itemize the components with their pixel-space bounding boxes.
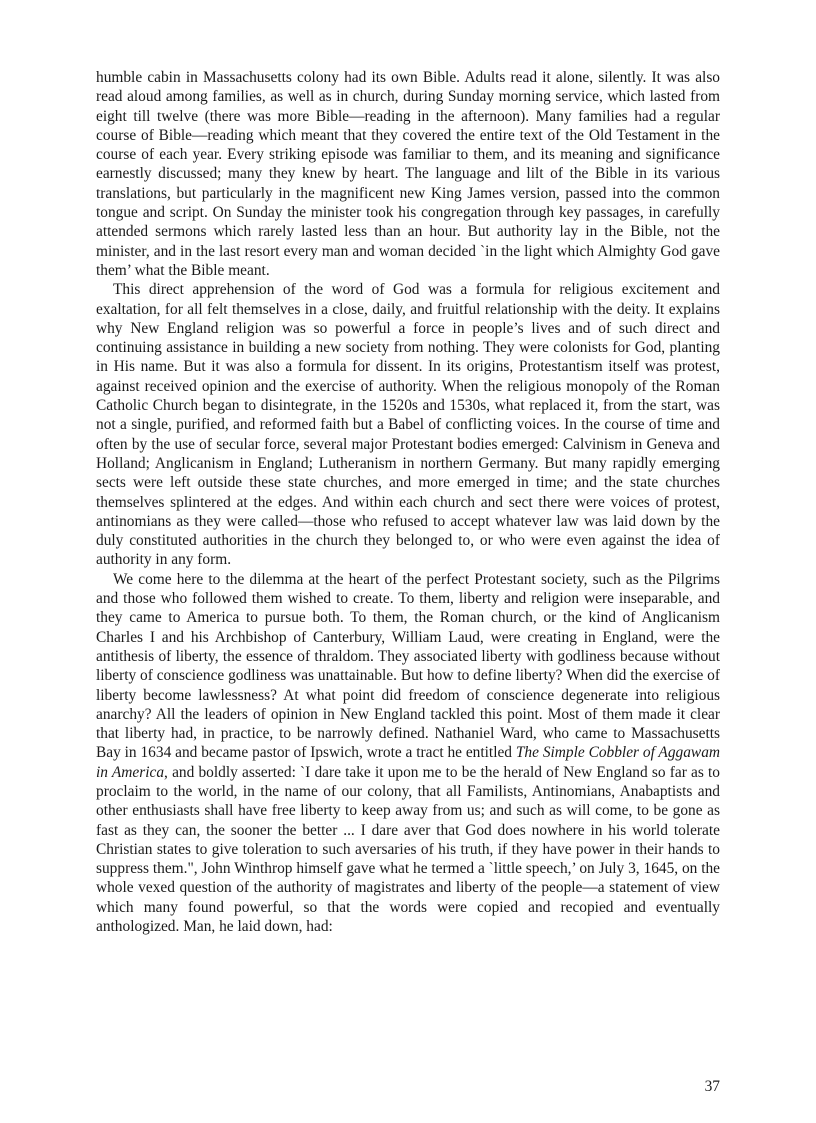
page-number: 37 (704, 1078, 720, 1095)
paragraph-text-after-title: , and boldly asserted: `I dare take it upon me to be the herald of New England so far as to proclaim to the world, in the name of our colony, that all Familists, Antinomians, Anabaptists and other enthusiasts shall have free liberty to keep away from us; and such as will come, to be gone as fast as they can, the sooner the better ... I dare aver that God does nowhere in his world tolerate Christian states to give toleration to such aversaries of his truth, if they have power in their hands to suppress them.", John Winthrop himself gave what he termed a `little speech,’ on July 3, 1645, on the whole vexed question of the authority of magistrates and liberty of the people—a statement of view which many found powerful, so that the words were copied and recopied and eventually anthologized. Man, he laid down, had: (96, 763, 721, 936)
body-text (96, 68, 720, 936)
paragraph-protestant-dilemma (96, 570, 720, 937)
paragraph-text-before-title: We come here to the dilemma at the heart of the perfect Protestant society, such as the Pilgrims and those who followed them wished to create. To them, liberty and religion were inseparable, and they came to America to pursue both. To them, the Roman church, or the kind of Anglicanism Charles I and his Archbishop of Canterbury, William Laud, were creating in England, were the antithesis of liberty, the essence of thraldom. They associated liberty with godliness because without liberty of conscience godliness was unattainable. But how to define liberty? When did the exercise of liberty become lawlessness? At what point did freedom of conscience degenerate into religious anarchy? All the leaders of opinion in New England tackled this point. Most of them made it clear that liberty had, in practice, to be narrowly defined. Nathaniel Ward, who came to Massachusetts Bay in 1634 and became pastor of Ipswich, wrote a tract he entitled (96, 570, 720, 762)
paragraph-direct-apprehension: This direct apprehension of the word of God was a formula for religious excitement and exaltation, for all felt themselves in a close, daily, and fruitful relationship with the deity. It explains why New England religion was so powerful a force in people’s lives and of such direct and continuing assistance in building a new society from nothing. They were colonists for God, planting in His name. But it was also a formula for dissent. In its origins, Protestantism itself was protest, against received opinion and the exercise of authority. When the religious monopoly of the Roman Catholic Church began to disintegrate, in the 1520s and 1530s, what replaced it, from the start, was not a single, purified, and reformed faith but a Babel of conflicting voices. In the course of time and often by the use of secular force, several major Protestant bodies emerged: Calvinism in Geneva and Holland; Anglicanism in England; Lutheranism in northern Germany. But many rapidly emerging sects were left outside these state churches, and more emerged in time; and the state churches themselves splintered at the edges. And within each church and sect there were voices of protest, antinomians as they were called—those who refused to accept whatever law was laid down by the duly constituted authorities in the church they belonged to, or who were even against the idea of authority in any form. (96, 281, 720, 569)
book-title: The Simple Cobbler of Aggawam in America (96, 744, 720, 781)
paragraph-continued: humble cabin in Massachusetts colony had its own Bible. Adults read it alone, silently. It was also read aloud among families, as well as in church, during Sunday morning service, which lasted from eight till twelve (there was more Bible—reading in the afternoon). Many families had a regular course of Bible—reading which meant that they covered the entire text of the Old Testament in the course of each year. Every striking episode was familiar to them, and its meaning and significance earnestly discussed; many they knew by heart. The language and lilt of the Bible in its various translations, but particularly in the magnificent new King James version, passed into the common tongue and script. On Sunday the minister took his congregation through key passages, in carefully attended sermons which rarely lasted less than an hour. But authority lay in the Bible, not the minister, and in the last resort every man and woman decided `in the light which Almighty God gave them’ what the Bible meant. (96, 69, 720, 279)
